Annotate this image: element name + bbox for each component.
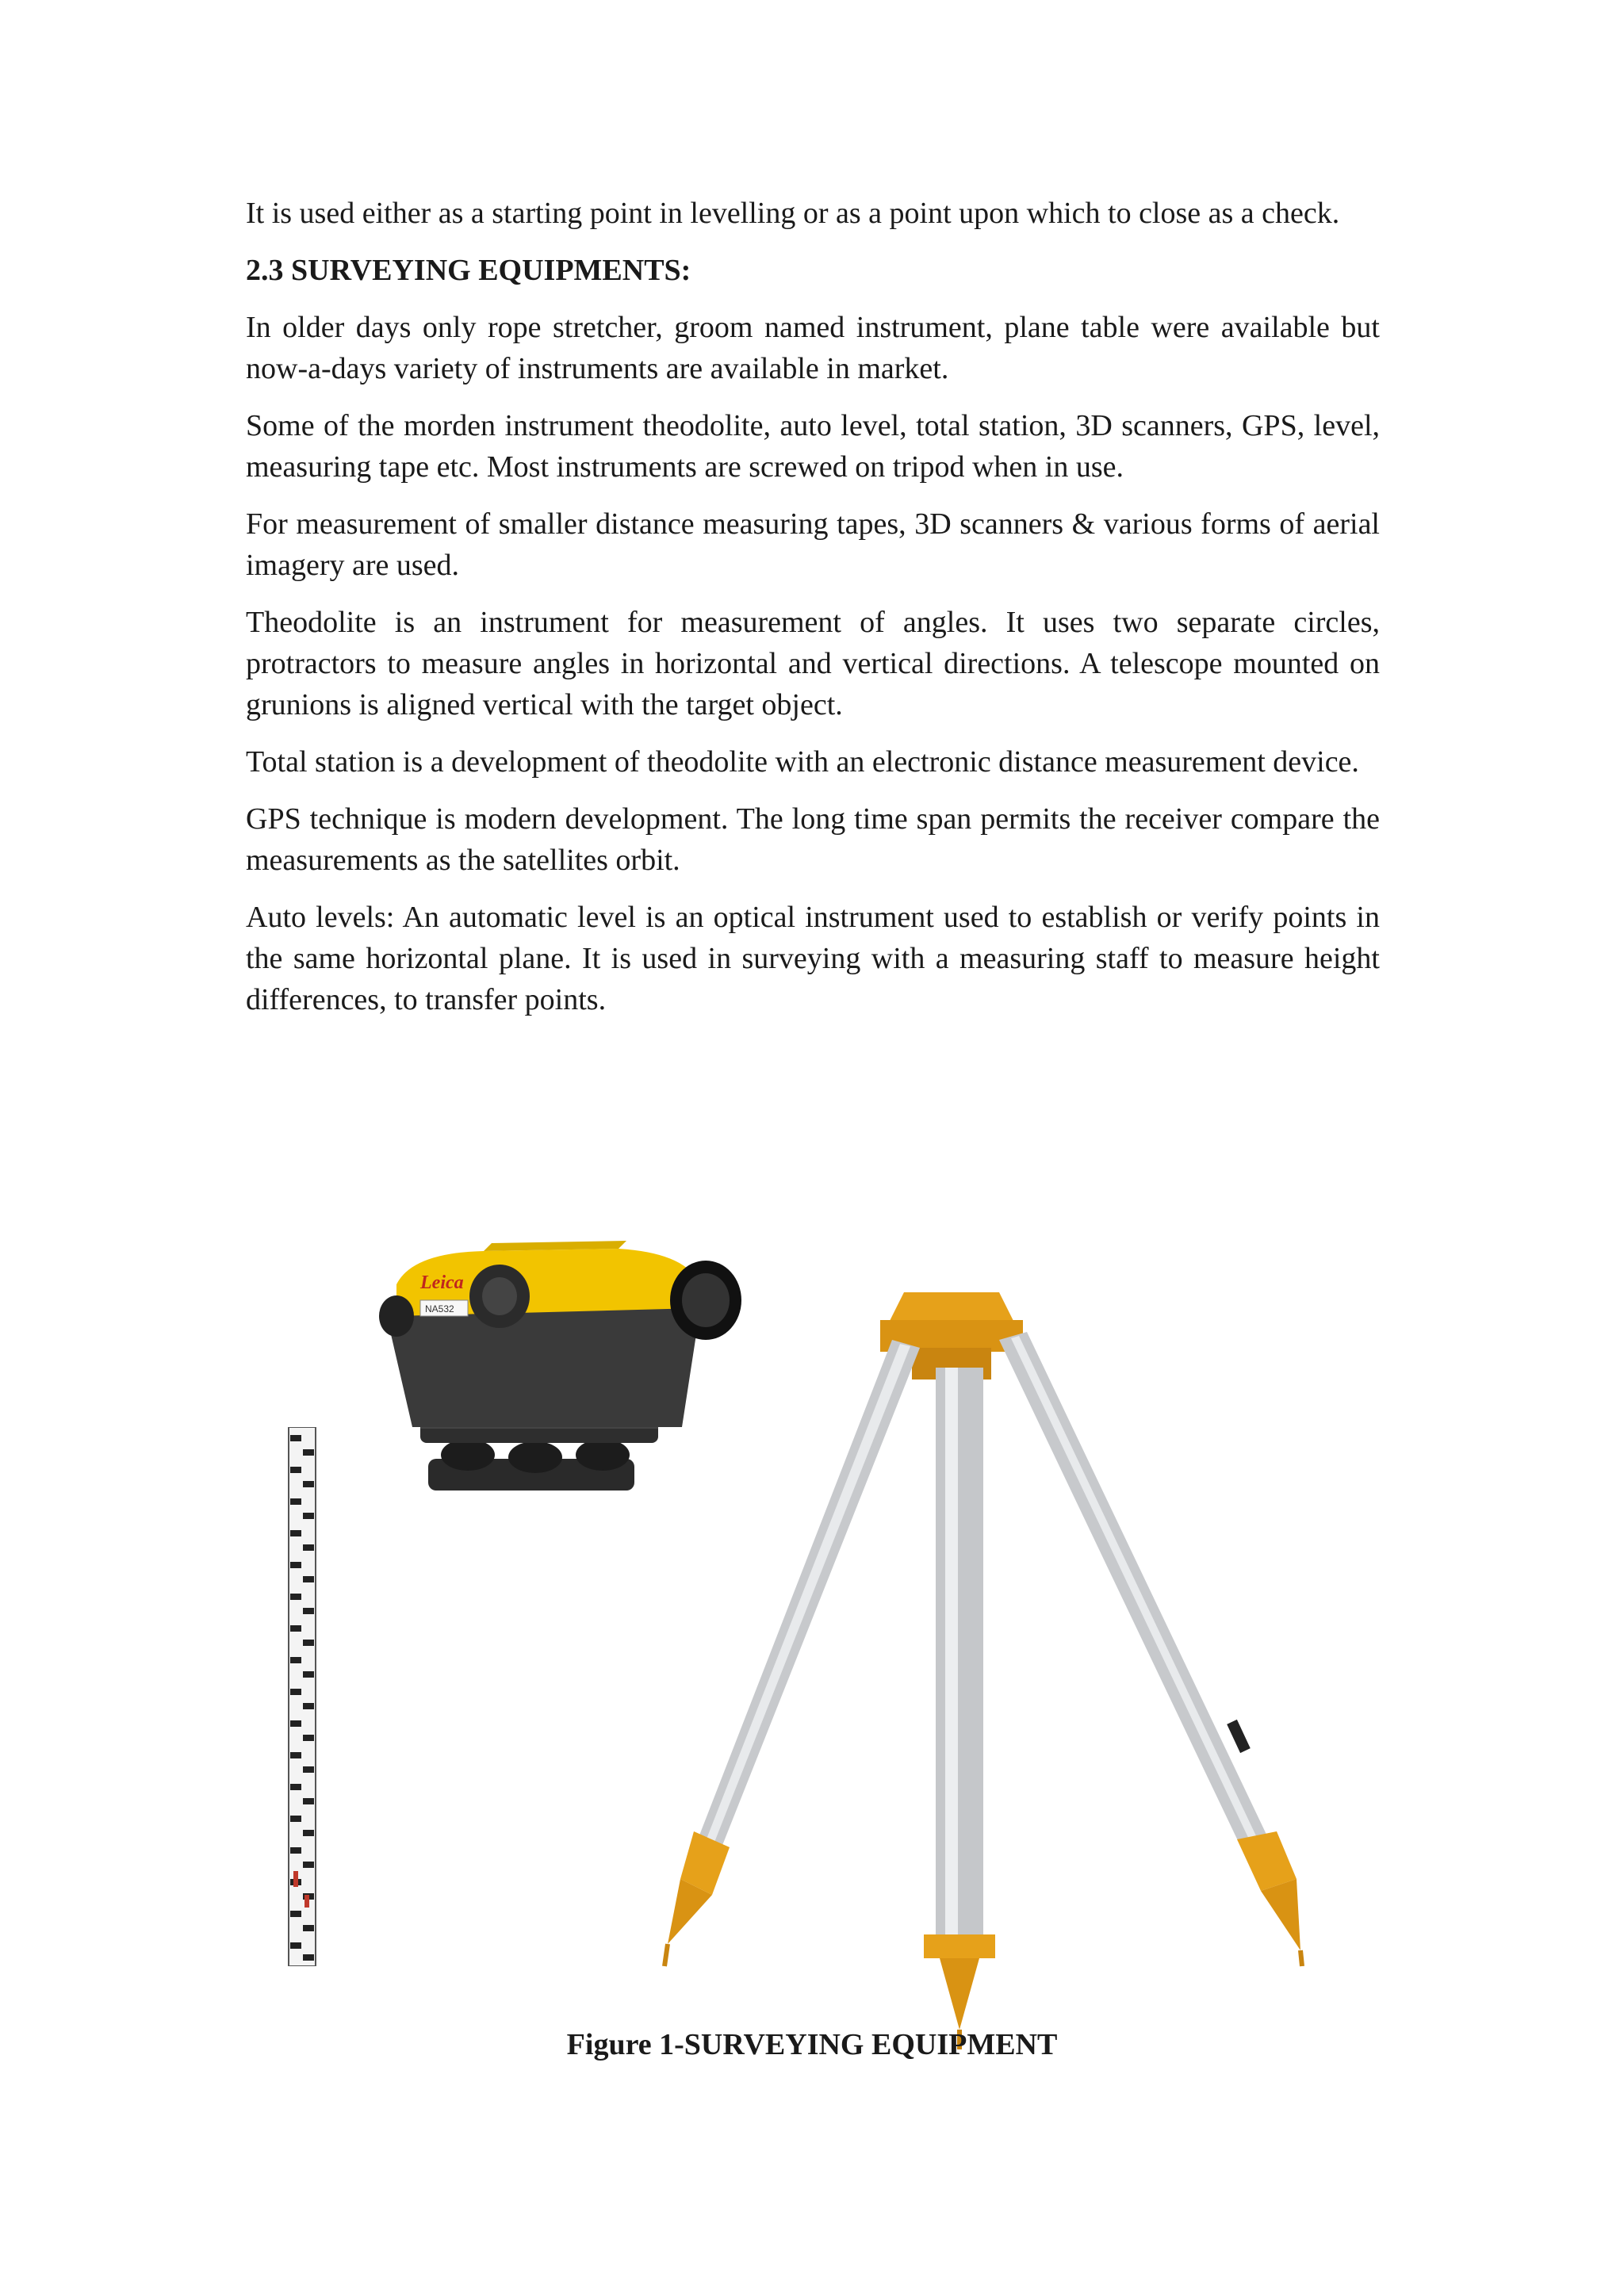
intro-paragraph: It is used either as a starting point in levelling or as a point upon which to close as a check. (246, 197, 1340, 230)
paragraph-theodolite: Theodolite is an instrument for measurement of angles. It uses two separate circles, protractors to measure angles in horizontal and vertical directions. A telescope mounted on grunions is aligned vertical with the target object. (246, 606, 1380, 721)
levelling-staff-image (287, 1427, 319, 1966)
brand-logo-text: Leica (420, 1272, 464, 1293)
model-label-text: NA532 (425, 1303, 454, 1314)
figure-caption: Figure 1-SURVEYING EQUIPMENT (566, 2028, 1058, 2061)
paragraph-total-station: Total station is a development of theodolite with an electronic distance measurement device. (246, 745, 1359, 779)
paragraph-auto-levels: Auto levels: An automatic level is an optical instrument used to establish or verify points in the same horizontal plane. It is used in surveying with a measuring staff to measure height differences, to transfer points. (246, 901, 1380, 1016)
surveying-equipment-figure (270, 1237, 1348, 2014)
tripod-image (619, 1292, 1348, 2053)
paragraph-modern-instruments: Some of the morden instrument theodolite, auto level, total station, 3D scanners, GPS, level, measuring tape etc. Most instruments are screwed on tripod when in use. (246, 409, 1380, 484)
page-body (246, 193, 1380, 1036)
section-heading: 2.3 SURVEYING EQUIPMENTS: (246, 254, 691, 287)
paragraph-small-distance: For measurement of smaller distance measuring tapes, 3D scanners & various forms of aerial imagery are used. (246, 507, 1380, 582)
paragraph-history: In older days only rope stretcher, groom named instrument, plane table were available but now-a-days variety of instruments are available in market. (246, 311, 1380, 385)
paragraph-gps: GPS technique is modern development. The long time span permits the receiver compare the measurements as the satellites orbit. (246, 802, 1380, 877)
